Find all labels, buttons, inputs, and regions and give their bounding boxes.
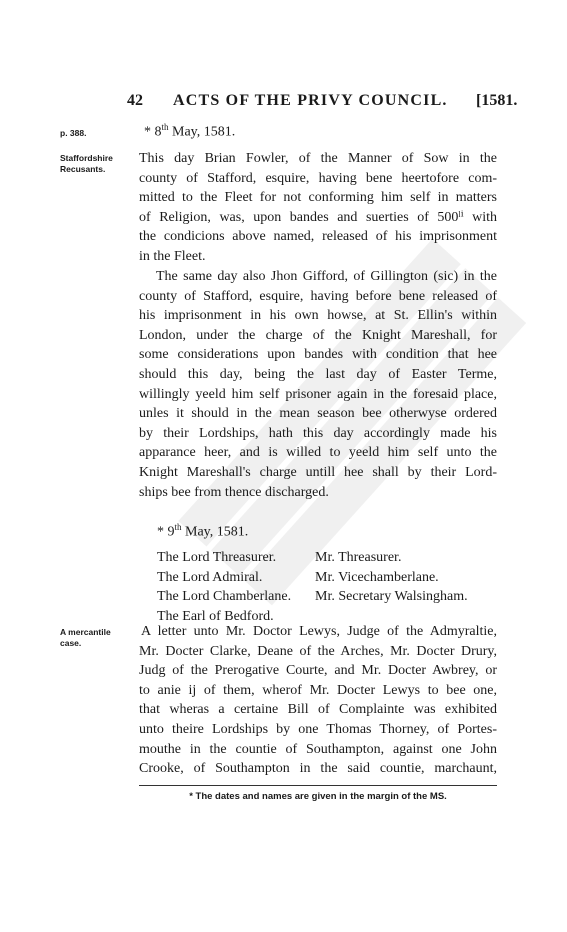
paragraph-gifford: The same day also Jhon Gifford, of Gillington (sic) in the county of Stafford, esquire, having before bene released of his imprisonment in his own howse, at St. Ellin's within London, under the charge of the Knight Mareshall, for some considerations upon bandes with condition that hee should this day, being the last day of Easter Terme, willingly yeeld him self prisoner again in the foresaid place, unles it should in the mean season bee otherwyse ordered by their Lordships, hath this day accordingly made his apparance heer, and is willed to yeeld him self unto the Knight Mareshall's charge untill hee shall by their Lord- ships bee from thence discharged. [139, 269, 497, 500]
running-year: [1581. [476, 92, 518, 109]
margin-note-recusants: Staffordshire Recusants. [60, 153, 113, 174]
running-head [0, 92, 567, 114]
attendee: The Earl of Bedford. [157, 608, 274, 624]
entry-date-9-may: * 9th May, 1581. [157, 522, 249, 540]
footnote: * The dates and names are given in the margin of the MS. [189, 791, 447, 802]
attendee: The Lord Threasurer. [157, 550, 277, 565]
attendee: Mr. Threasurer. [315, 550, 402, 565]
attendee: The Lord Admiral. [157, 569, 263, 585]
page-number: 42 [127, 92, 143, 109]
entry-date-8-may: * 8th May, 1581. [144, 122, 236, 140]
paragraph-fowler: This day Brian Fowler, of the Manner of Sow in the county of Stafford, esquire, having bene heertofore com- mitted to the Fleet for not conforming him self in matters of Religion, was, upon bandes and suerties of 500ˡⁱ with the condicions above named, released of his imprisonment in the Fleet. [139, 151, 497, 264]
attendee: The Lord Chamberlane. [157, 589, 292, 605]
footnote-rule [139, 785, 497, 786]
margin-note-mercantile: A mercantile case. [60, 627, 111, 648]
paragraph-letter: A letter unto Mr. Doctor Lewys, Judge of the Admyraltie, Mr. Docter Clarke, Deane of the Arches, Mr. Docter Drury, Judg of the Prerogative Courte, and Mr. Docter Awbrey, or to anie ij of them, wherof Mr. Docter Lewys to bee one, that wheras a certaine Bill of Complainte was exhibited unto theire Lordships by one Thomas Thorney, of Portes- mouthe in the countie of Southampton, against one John Crooke, of Southampton in the said countie, marchaunt, [139, 624, 497, 777]
page-reference: p. 388. [60, 128, 87, 138]
attendee: Mr. Vicechamberlane. [315, 569, 439, 585]
attendance-list [157, 548, 517, 626]
attendee: Mr. Secretary Walsingham. [315, 589, 468, 605]
running-title: ACTS OF THE PRIVY COUNCIL. [173, 92, 448, 109]
